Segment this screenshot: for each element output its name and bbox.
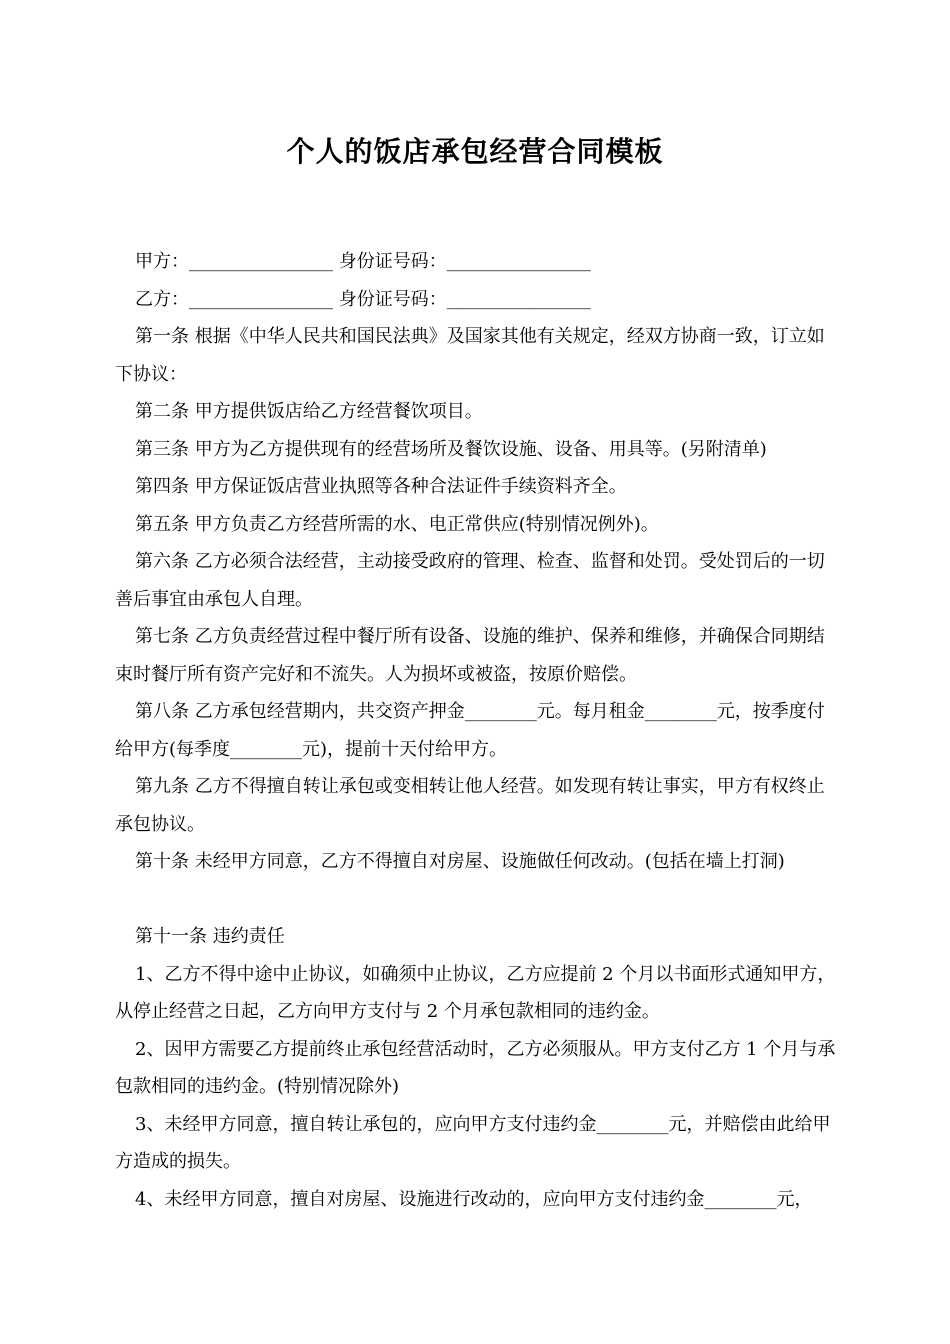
breach-clause-4: 4、未经甲方同意，擅自对房屋、设施进行改动的，应向甲方支付违约金________元，	[135, 1188, 813, 1210]
breach-clause-3: 3、未经甲方同意，擅自转让承包的，应向甲方支付违约金________元，并赔偿由此给甲方造成的损失。	[115, 1113, 831, 1172]
breach-clause-2: 2、因甲方需要乙方提前终止承包经营活动时，乙方必须服从。甲方支付乙方 1 个月与承包款相同的违约金。(特别情况除外)	[115, 1038, 836, 1097]
article-9: 第九条 乙方不得擅自转让承包或变相转让他人经营。如发现有转让事实，甲方有权终止承包协议。	[115, 776, 825, 835]
article-4: 第四条 甲方保证饭店营业执照等各种合法证件手续资料齐全。	[135, 476, 627, 497]
article-10: 第十条 未经甲方同意，乙方不得擅自对房屋、设施做任何改动。(包括在墙上打洞)	[135, 851, 785, 872]
party-a-line: 甲方：________________ 身份证号码：________________	[135, 251, 591, 272]
article-1: 第一条 根据《中华人民共和国民法典》及国家其他有关规定，经双方协商一致，订立如下协议：	[115, 326, 825, 385]
article-6: 第六条 乙方必须合法经营，主动接受政府的管理、检查、监督和处罚。受处罚后的一切善后事宜由承包人自理。	[115, 551, 825, 610]
paragraph-gap	[115, 881, 842, 919]
party-b-line: 乙方：________________ 身份证号码：________________	[135, 288, 591, 310]
document-body	[115, 243, 842, 1218]
article-5: 第五条 甲方负责乙方经营所需的水、电正常供应(特别情况例外)。	[135, 513, 659, 535]
article-11-heading: 第十一条 违约责任	[135, 926, 285, 947]
article-2: 第二条 甲方提供饭店给乙方经营餐饮项目。	[135, 401, 483, 422]
document-title: 个人的饭店承包经营合同模板	[286, 135, 664, 168]
breach-clause-1: 1、乙方不得中途中止协议，如确须中止协议，乙方应提前 2 个月以书面形式通知甲方，从停止经营之日起，乙方向甲方支付与 2 个月承包款相同的违约金。	[115, 963, 836, 1022]
article-8: 第八条 乙方承包经营期内，共交资产押金________元。每月租金________元，按季度付给甲方(每季度________元)，提前十天付给甲方。	[115, 701, 825, 760]
article-7: 第七条 乙方负责经营过程中餐厅所有设备、设施的维护、保养和维修，并确保合同期结束时餐厅所有资产完好和不流失。人为损坏或被盗，按原价赔偿。	[115, 626, 825, 685]
article-3: 第三条 甲方为乙方提供现有的经营场所及餐饮设施、设备、用具等。(另附清单)	[135, 438, 767, 460]
